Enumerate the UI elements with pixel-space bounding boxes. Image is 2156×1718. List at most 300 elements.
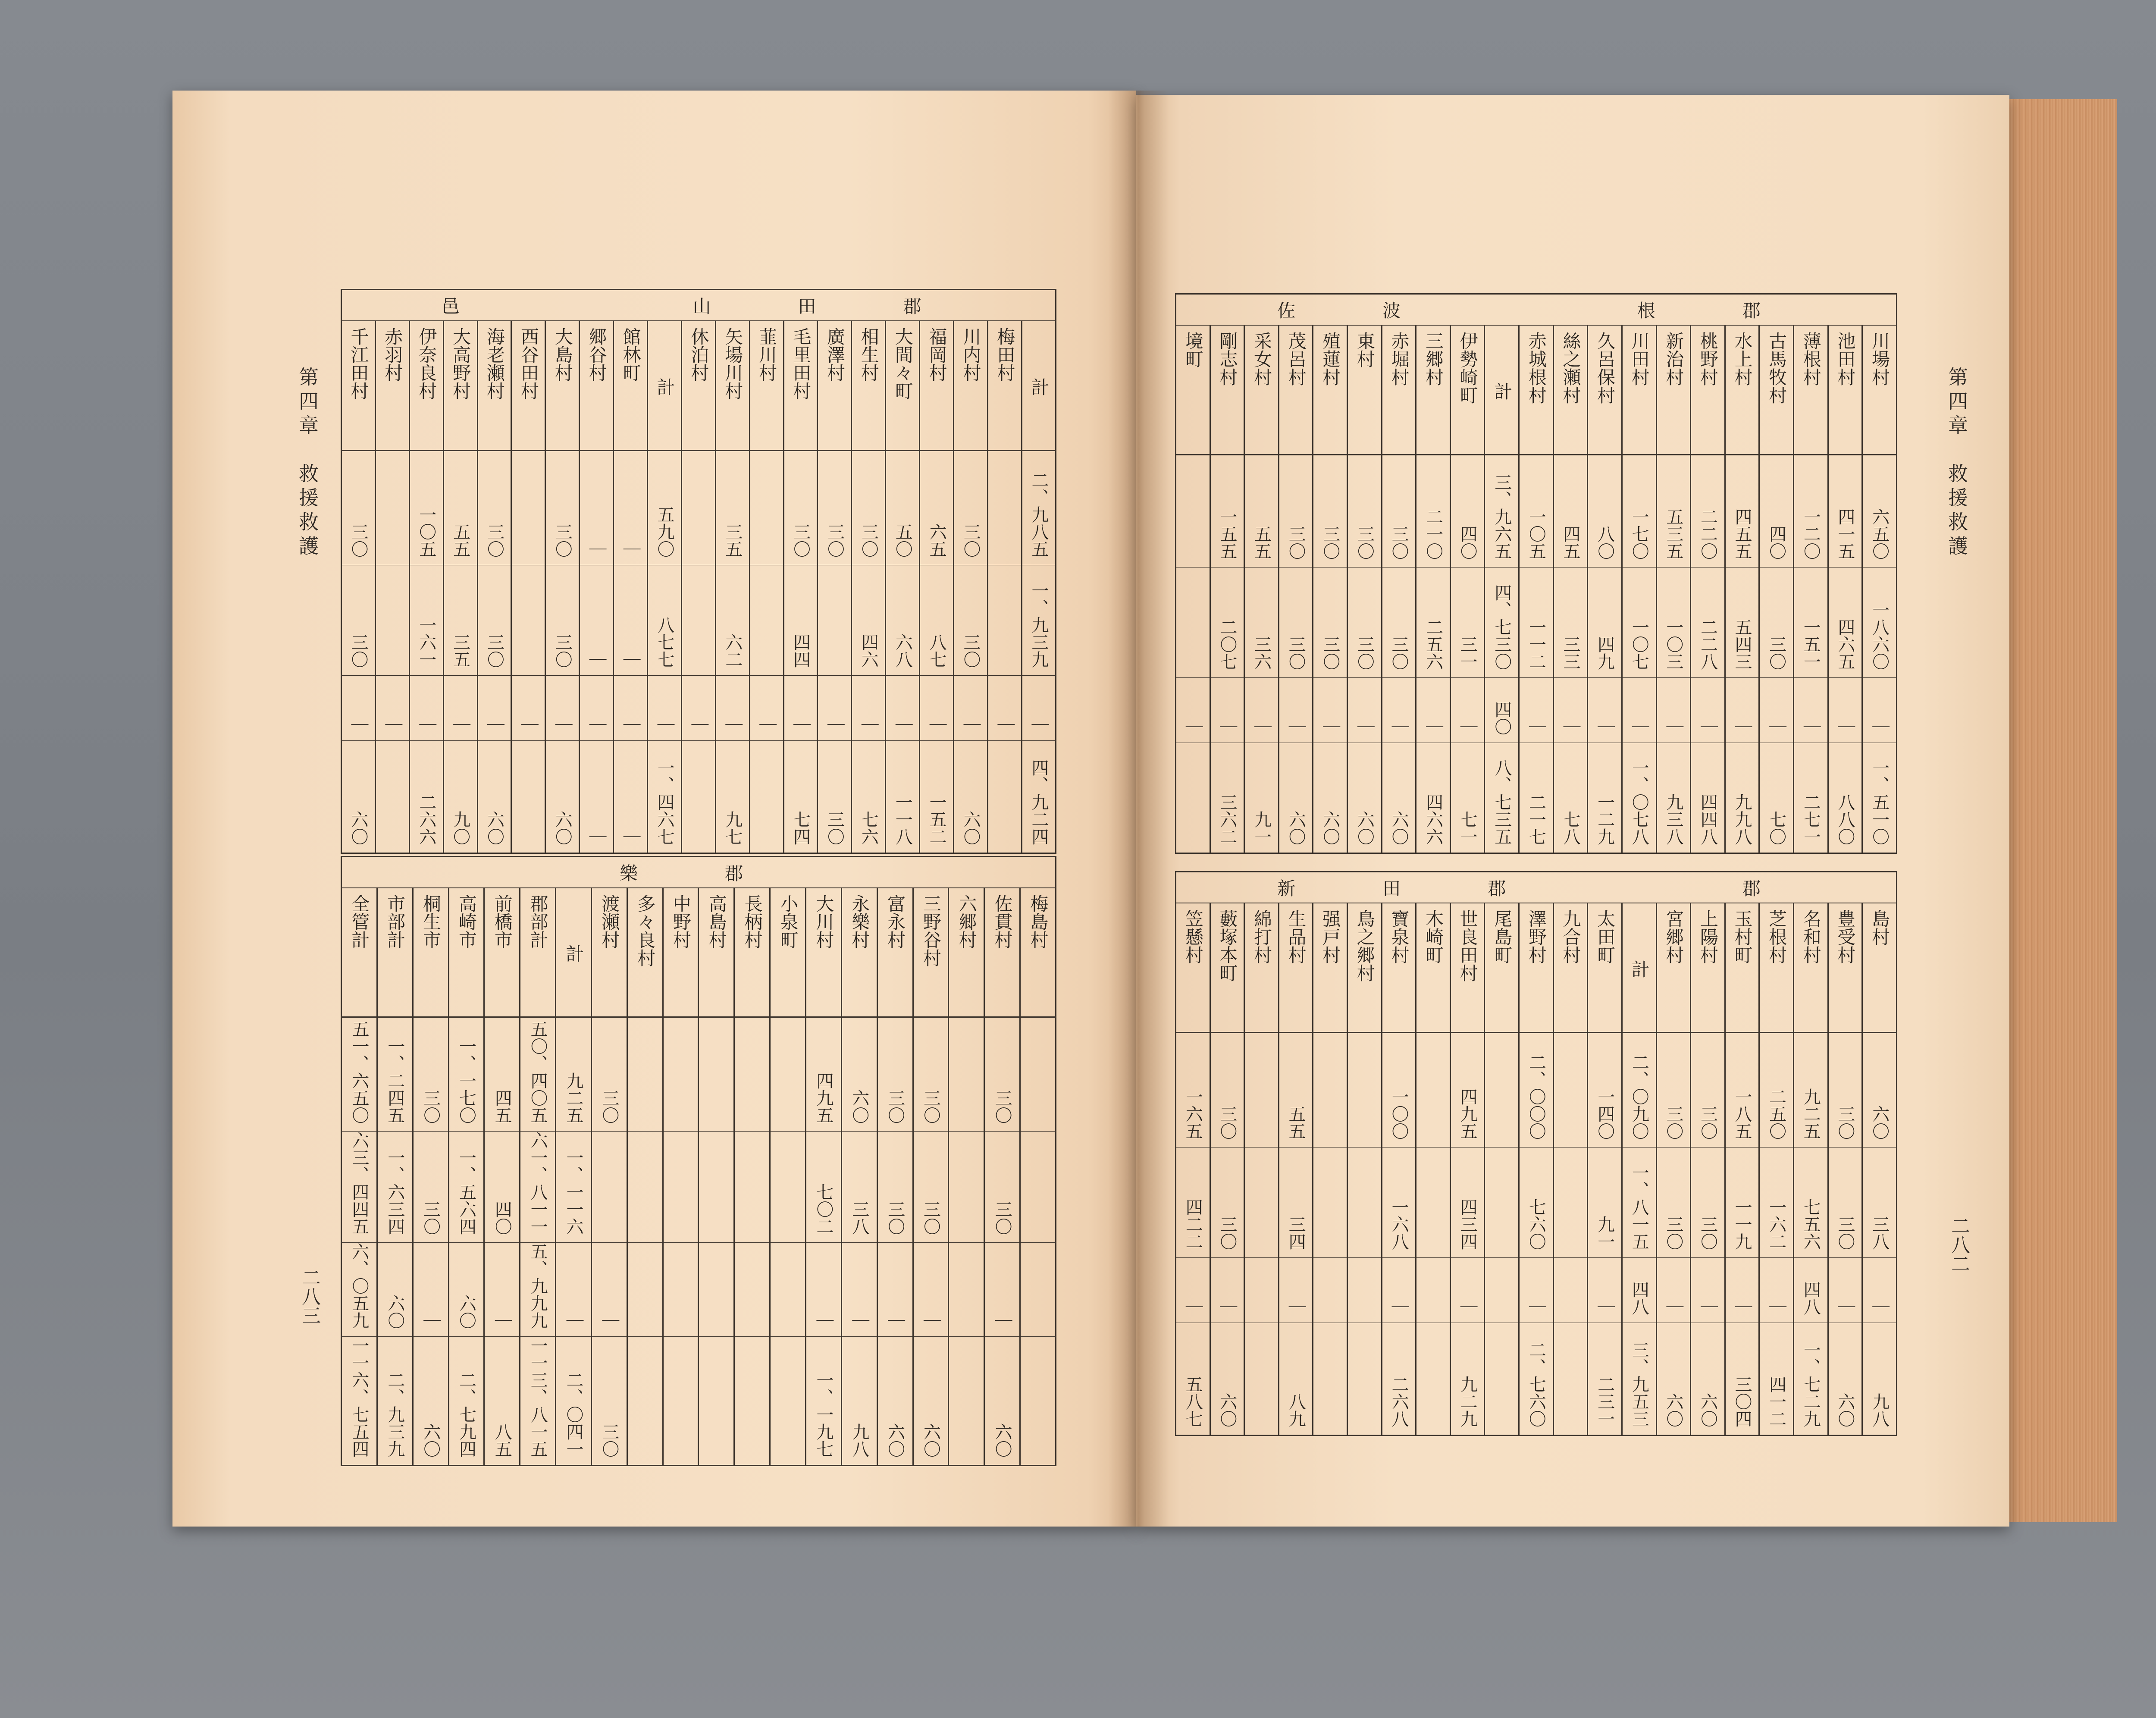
- column-name: 尾島町: [1485, 903, 1519, 1033]
- value-cell: [1020, 1017, 1056, 1132]
- value-cell: ｜: [1519, 678, 1554, 743]
- value-cell: 七八: [1553, 743, 1588, 853]
- column-name: 島村: [1862, 903, 1897, 1033]
- value-cell: 五五: [1244, 455, 1279, 567]
- value-cell: [770, 1017, 806, 1132]
- value-cell: 三〇: [1348, 455, 1382, 567]
- value-cell: 二一七: [1519, 743, 1554, 853]
- value-cell: ｜: [511, 676, 545, 741]
- value-cell: 九三八: [1656, 743, 1691, 853]
- left-page: [172, 91, 1136, 1527]
- value-cell: 二六八: [1382, 1323, 1416, 1435]
- value-cell: [511, 740, 545, 853]
- value-cell: 六〇: [877, 1337, 913, 1466]
- value-cell: 一〇〇: [1382, 1033, 1416, 1147]
- value-cell: 三〇: [1828, 1147, 1862, 1258]
- value-cell: 四一二: [1759, 1323, 1794, 1435]
- value-cell: ｜: [1382, 1258, 1416, 1323]
- value-cell: ｜: [715, 676, 749, 741]
- value-cell: ｜: [984, 1243, 1020, 1337]
- value-cell: 五四三: [1725, 567, 1759, 678]
- value-cell: 四九: [1588, 567, 1622, 678]
- value-cell: 六〇: [1828, 1323, 1862, 1435]
- value-cell: [734, 1017, 770, 1132]
- column-name: 梅島村: [1020, 888, 1056, 1017]
- value-cell: [749, 565, 783, 676]
- value-cell: 一、二四五: [377, 1017, 413, 1132]
- value-cell: 一、七二九: [1793, 1323, 1828, 1435]
- value-cell: ｜: [1022, 676, 1056, 741]
- value-cell: 六〇: [954, 740, 988, 853]
- value-cell: 四〇: [484, 1132, 520, 1243]
- value-cell: ｜: [1588, 1258, 1622, 1323]
- value-cell: ｜: [648, 676, 682, 741]
- column-name: 東村: [1348, 325, 1382, 455]
- value-cell: 五一、六五〇: [342, 1017, 377, 1132]
- value-cell: [1553, 1258, 1588, 1323]
- value-cell: 六〇: [1382, 743, 1416, 853]
- column-name: 茂呂村: [1279, 325, 1313, 455]
- value-cell: ｜: [409, 676, 443, 741]
- value-cell: 九〇: [443, 740, 477, 853]
- value-cell: ｜: [1450, 1258, 1485, 1323]
- value-cell: 九九八: [1725, 743, 1759, 853]
- value-cell: [627, 1017, 663, 1132]
- column-name: 川場村: [1862, 325, 1897, 455]
- column-name: 伊奈良村: [409, 321, 443, 451]
- value-cell: [1244, 1033, 1279, 1147]
- value-cell: 一、一一六: [556, 1132, 592, 1243]
- value-cell: 二一〇: [1416, 455, 1451, 567]
- value-cell: [1176, 743, 1210, 853]
- column-name: 世良田村: [1450, 903, 1485, 1033]
- value-cell: 三、九六五: [1485, 455, 1519, 567]
- column-name: 芝根村: [1759, 903, 1794, 1033]
- column-name: 佐貫村: [984, 888, 1020, 1017]
- value-cell: [1416, 1147, 1451, 1258]
- value-cell: [1176, 567, 1210, 678]
- value-cell: ｜: [614, 451, 648, 565]
- value-cell: 四三四: [1450, 1147, 1485, 1258]
- value-cell: ｜: [1279, 678, 1313, 743]
- value-cell: 一〇五: [1519, 455, 1554, 567]
- value-cell: 三〇: [1691, 1147, 1725, 1258]
- value-cell: [699, 1337, 734, 1466]
- value-cell: [627, 1337, 663, 1466]
- value-cell: 一六二: [1759, 1147, 1794, 1258]
- column-name: 六郷村: [949, 888, 984, 1017]
- value-cell: [1553, 1033, 1588, 1147]
- value-cell: ｜: [1691, 678, 1725, 743]
- column-name: 多々良村: [627, 888, 663, 1017]
- value-cell: 一、四六七: [648, 740, 682, 853]
- value-cell: 三〇: [877, 1017, 913, 1132]
- column-name: 赤城根村: [1519, 325, 1554, 455]
- value-cell: [663, 1243, 699, 1337]
- column-name: 富永村: [877, 888, 913, 1017]
- region-header: [1176, 294, 1897, 325]
- value-cell: 三〇: [413, 1017, 448, 1132]
- value-cell: 五五: [1279, 1033, 1313, 1147]
- value-cell: [1176, 455, 1210, 567]
- value-cell: [749, 451, 783, 565]
- value-cell: [1244, 1258, 1279, 1323]
- value-cell: 一、一九七: [805, 1337, 841, 1466]
- value-cell: [1348, 1323, 1382, 1435]
- value-cell: 三〇: [477, 451, 511, 565]
- value-cell: ｜: [614, 676, 648, 741]
- value-cell: 三〇: [984, 1017, 1020, 1132]
- value-cell: 六〇: [448, 1243, 484, 1337]
- value-cell: 三〇: [954, 565, 988, 676]
- open-book: [172, 82, 2117, 1548]
- column-name: 三郷村: [1416, 325, 1451, 455]
- value-cell: 三一: [1450, 567, 1485, 678]
- value-cell: 五〇、四〇五: [520, 1017, 556, 1132]
- value-cell: 六〇: [984, 1337, 1020, 1466]
- value-cell: 一四〇: [1588, 1033, 1622, 1147]
- value-cell: ｜: [749, 676, 783, 741]
- value-cell: [699, 1017, 734, 1132]
- value-cell: ｜: [852, 676, 886, 741]
- column-name: 川内村: [954, 321, 988, 451]
- value-cell: 一六八: [1382, 1147, 1416, 1258]
- value-cell: 三〇: [913, 1132, 949, 1243]
- value-cell: 三三: [1553, 567, 1588, 678]
- value-cell: ｜: [1691, 1258, 1725, 1323]
- value-cell: 三〇: [1382, 567, 1416, 678]
- value-cell: [699, 1132, 734, 1243]
- column-name: 梅田村: [987, 321, 1022, 451]
- value-cell: [1244, 1147, 1279, 1258]
- value-cell: ｜: [1828, 678, 1862, 743]
- region-header: [342, 857, 1056, 888]
- value-cell: ｜: [1279, 1258, 1313, 1323]
- value-cell: 三〇: [1279, 455, 1313, 567]
- value-cell: 四六六: [1416, 743, 1451, 853]
- value-cell: [627, 1132, 663, 1243]
- value-cell: [949, 1243, 984, 1337]
- value-cell: ｜: [920, 676, 954, 741]
- value-cell: [375, 451, 409, 565]
- value-cell: 二六六: [409, 740, 443, 853]
- value-cell: ｜: [1725, 1258, 1759, 1323]
- value-cell: 三〇: [1656, 1147, 1691, 1258]
- value-cell: [1485, 1033, 1519, 1147]
- column-name: 赤堀村: [1382, 325, 1416, 455]
- value-cell: 一五二: [920, 740, 954, 853]
- value-cell: 三〇: [1828, 1033, 1862, 1147]
- value-cell: ｜: [1862, 678, 1897, 743]
- value-cell: 一八五: [1725, 1033, 1759, 1147]
- value-cell: [987, 740, 1022, 853]
- value-cell: [734, 1337, 770, 1466]
- value-cell: ｜: [681, 676, 715, 741]
- book-spine-shadow: [1108, 91, 1169, 1527]
- value-cell: 一、一七〇: [448, 1017, 484, 1132]
- value-cell: 一、五一〇: [1862, 743, 1897, 853]
- value-cell: [749, 740, 783, 853]
- value-cell: 七〇二: [805, 1132, 841, 1243]
- value-cell: 九七: [715, 740, 749, 853]
- value-cell: [770, 1243, 806, 1337]
- column-name: 玉村町: [1725, 903, 1759, 1033]
- value-cell: [591, 1132, 627, 1243]
- value-cell: 五八七: [1176, 1323, 1210, 1435]
- region-header: [342, 290, 1056, 321]
- column-name: 郡部計: [520, 888, 556, 1017]
- value-cell: 三八: [1862, 1147, 1897, 1258]
- value-cell: ｜: [477, 676, 511, 741]
- column-name: 絲之瀬村: [1553, 325, 1588, 455]
- page-fore-edge: [2009, 99, 2117, 1522]
- value-cell: [987, 451, 1022, 565]
- value-cell: 三五: [715, 451, 749, 565]
- value-cell: 二七一: [1793, 743, 1828, 853]
- value-cell: 九八: [841, 1337, 877, 1466]
- value-cell: ｜: [1382, 678, 1416, 743]
- value-cell: 三〇: [1348, 567, 1382, 678]
- value-cell: ｜: [1519, 1258, 1554, 1323]
- value-cell: 三〇: [1210, 1033, 1244, 1147]
- value-cell: 一二九: [1588, 743, 1622, 853]
- value-cell: 九一: [1588, 1147, 1622, 1258]
- value-cell: [1485, 1147, 1519, 1258]
- value-cell: [1020, 1243, 1056, 1337]
- value-cell: ｜: [1210, 678, 1244, 743]
- column-name: 桃野村: [1691, 325, 1725, 455]
- value-cell: 五、九九九: [520, 1243, 556, 1337]
- value-cell: 六〇: [477, 740, 511, 853]
- value-cell: [681, 565, 715, 676]
- value-cell: 三〇: [1313, 567, 1348, 678]
- column-name: 宮郷村: [1656, 903, 1691, 1033]
- value-cell: 三〇: [1210, 1147, 1244, 1258]
- column-name: 木崎町: [1416, 903, 1451, 1033]
- column-name: 采女村: [1244, 325, 1279, 455]
- column-name: 大高野村: [443, 321, 477, 451]
- column-name: 市部計: [377, 888, 413, 1017]
- column-name: 藪塚本町: [1210, 903, 1244, 1033]
- column-name: 小泉町: [770, 888, 806, 1017]
- value-cell: [949, 1337, 984, 1466]
- value-cell: [1416, 1323, 1451, 1435]
- value-cell: 八七: [920, 565, 954, 676]
- value-cell: ｜: [1416, 678, 1451, 743]
- value-cell: 七一: [1450, 743, 1485, 853]
- value-cell: 四、九二四: [1022, 740, 1056, 853]
- column-name: 計: [1485, 325, 1519, 455]
- value-cell: 六〇: [377, 1243, 413, 1337]
- value-cell: [511, 565, 545, 676]
- value-cell: ｜: [580, 451, 614, 565]
- value-cell: 七四: [783, 740, 818, 853]
- value-cell: [663, 1132, 699, 1243]
- value-cell: 六八: [886, 565, 920, 676]
- value-cell: ｜: [1656, 1258, 1691, 1323]
- column-name: 計: [1622, 903, 1656, 1033]
- value-cell: [1313, 1147, 1348, 1258]
- column-name: 伊勢崎町: [1450, 325, 1485, 455]
- value-cell: 一一八: [886, 740, 920, 853]
- region-label: 佐 波: [1277, 300, 1435, 321]
- column-name: 赤羽村: [375, 321, 409, 451]
- value-cell: 四五: [1553, 455, 1588, 567]
- value-cell: [949, 1132, 984, 1243]
- value-cell: ｜: [580, 676, 614, 741]
- value-cell: [511, 451, 545, 565]
- value-cell: ｜: [886, 676, 920, 741]
- column-name: 長柄村: [734, 888, 770, 1017]
- value-cell: [1020, 1337, 1056, 1466]
- column-name: 薄根村: [1793, 325, 1828, 455]
- column-name: 毛里田村: [783, 321, 818, 451]
- value-cell: 五九〇: [648, 451, 682, 565]
- value-cell: ｜: [1348, 678, 1382, 743]
- value-cell: 三〇: [342, 565, 376, 676]
- column-name: 太田町: [1588, 903, 1622, 1033]
- value-cell: 二五〇: [1759, 1033, 1794, 1147]
- value-cell: 六五〇: [1862, 455, 1897, 567]
- column-name: 計: [556, 888, 592, 1017]
- right-page: [1136, 95, 2009, 1527]
- value-cell: 三、九五三: [1622, 1323, 1656, 1435]
- value-cell: 六〇: [1862, 1033, 1897, 1147]
- value-cell: 七六: [852, 740, 886, 853]
- value-cell: 四五五: [1725, 455, 1759, 567]
- column-name: 韮川村: [749, 321, 783, 451]
- value-cell: 六〇: [413, 1337, 448, 1466]
- value-cell: [1348, 1147, 1382, 1258]
- value-cell: 三〇: [545, 565, 580, 676]
- value-cell: 三〇: [818, 451, 852, 565]
- value-cell: 五五: [443, 451, 477, 565]
- value-cell: 一五五: [1210, 455, 1244, 567]
- value-cell: [987, 565, 1022, 676]
- value-cell: ｜: [545, 676, 580, 741]
- value-cell: 一一二: [1519, 567, 1554, 678]
- value-cell: [818, 565, 852, 676]
- column-name: 永樂村: [841, 888, 877, 1017]
- value-cell: ｜: [1828, 1258, 1862, 1323]
- right-table-top: [1175, 293, 1897, 854]
- value-cell: 三〇: [1759, 567, 1794, 678]
- column-name: 笠懸村: [1176, 903, 1210, 1033]
- column-name: 西谷田村: [511, 321, 545, 451]
- value-cell: 一、六三四: [377, 1132, 413, 1243]
- value-cell: ｜: [342, 676, 376, 741]
- value-cell: [949, 1017, 984, 1132]
- value-cell: 四八: [1793, 1258, 1828, 1323]
- column-name: 大間々町: [886, 321, 920, 451]
- value-cell: 二、七六〇: [1519, 1323, 1554, 1435]
- value-cell: [375, 565, 409, 676]
- value-cell: 四九五: [1450, 1033, 1485, 1147]
- value-cell: [681, 740, 715, 853]
- value-cell: [734, 1132, 770, 1243]
- right-running-head: 第四章 救援救護: [1945, 367, 1968, 560]
- value-cell: 五三五: [1656, 455, 1691, 567]
- value-cell: ｜: [1862, 1258, 1897, 1323]
- value-cell: 四〇: [1450, 455, 1485, 567]
- value-cell: 四四八: [1691, 743, 1725, 853]
- value-cell: 九二九: [1450, 1323, 1485, 1435]
- column-name: 新治村: [1656, 325, 1691, 455]
- left-page-number: 二八三: [298, 1268, 320, 1325]
- value-cell: 八〇: [1588, 455, 1622, 567]
- region-header: [1176, 872, 1897, 903]
- value-cell: ｜: [1450, 678, 1485, 743]
- column-name: 境町: [1176, 325, 1210, 455]
- region-label: 山 田 郡: [693, 295, 956, 317]
- value-cell: 一、九三九: [1022, 565, 1056, 676]
- region-label: 根 郡: [1637, 300, 1795, 321]
- value-cell: 四八: [1622, 1258, 1656, 1323]
- value-cell: 三〇: [413, 1132, 448, 1243]
- value-cell: ｜: [580, 565, 614, 676]
- value-cell: [1553, 1323, 1588, 1435]
- value-cell: 一〇三: [1656, 567, 1691, 678]
- value-cell: 六〇: [1691, 1323, 1725, 1435]
- value-cell: 四、七三〇: [1485, 567, 1519, 678]
- value-cell: [1244, 1323, 1279, 1435]
- value-cell: 三八: [841, 1132, 877, 1243]
- value-cell: 八九: [1279, 1323, 1313, 1435]
- value-cell: 三〇: [342, 451, 376, 565]
- value-cell: 三〇: [877, 1132, 913, 1243]
- value-cell: 四五: [484, 1017, 520, 1132]
- column-name: 豊受村: [1828, 903, 1862, 1033]
- value-cell: 三〇: [783, 451, 818, 565]
- value-cell: 三〇: [591, 1337, 627, 1466]
- region-label: 新 田 郡: [1277, 878, 1541, 899]
- value-cell: 九二五: [1793, 1033, 1828, 1147]
- value-cell: 六〇: [1279, 743, 1313, 853]
- value-cell: [1416, 1258, 1451, 1323]
- value-cell: ｜: [1656, 678, 1691, 743]
- value-cell: 六一、八一一: [520, 1132, 556, 1243]
- value-cell: ｜: [1244, 678, 1279, 743]
- value-cell: 四二二: [1176, 1147, 1210, 1258]
- value-cell: ｜: [375, 676, 409, 741]
- value-cell: ｜: [614, 565, 648, 676]
- column-name: 福岡村: [920, 321, 954, 451]
- value-cell: 六〇: [1656, 1323, 1691, 1435]
- value-cell: [1348, 1033, 1382, 1147]
- value-cell: 一六五: [1176, 1033, 1210, 1147]
- value-cell: 七六〇: [1519, 1147, 1554, 1258]
- value-cell: ｜: [1210, 1258, 1244, 1323]
- value-cell: 二、九八五: [1022, 451, 1056, 565]
- value-cell: [770, 1132, 806, 1243]
- right-page-number: 二八二: [1948, 1216, 1970, 1273]
- value-cell: 三〇: [984, 1132, 1020, 1243]
- column-name: 古馬牧村: [1759, 325, 1794, 455]
- value-cell: 二、七九四: [448, 1337, 484, 1466]
- value-cell: [1416, 1033, 1451, 1147]
- column-name: 大川村: [805, 888, 841, 1017]
- value-cell: 七〇: [1759, 743, 1794, 853]
- value-cell: 二二八: [1691, 567, 1725, 678]
- value-cell: 一、〇七八: [1622, 743, 1656, 853]
- column-name: 高崎市: [448, 888, 484, 1017]
- value-cell: [627, 1243, 663, 1337]
- value-cell: 二三一: [1588, 1323, 1622, 1435]
- column-name: 名和村: [1793, 903, 1828, 1033]
- value-cell: 六〇: [1210, 1323, 1244, 1435]
- value-cell: ｜: [1588, 678, 1622, 743]
- value-cell: 六〇: [1313, 743, 1348, 853]
